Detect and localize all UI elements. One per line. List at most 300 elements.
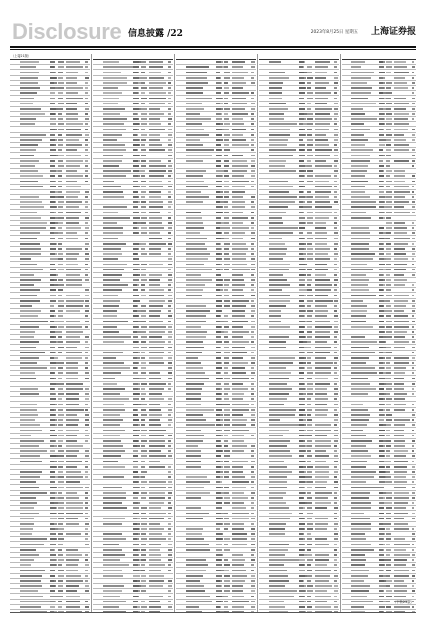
table-cell: [224, 196, 229, 198]
table-cell: [66, 440, 77, 442]
table-cell: [224, 518, 229, 520]
table-cell: [20, 393, 40, 395]
table-cell: [315, 206, 332, 208]
table-cell: [66, 347, 77, 349]
table-cell: [315, 129, 329, 131]
table-cell: [307, 149, 312, 151]
table-cell: [379, 243, 383, 245]
table-cell: [186, 108, 204, 110]
table-cell: [334, 559, 337, 561]
table-cell: [334, 66, 337, 68]
table-cell: [307, 206, 312, 208]
table-cell: [103, 181, 115, 183]
table-cell: [20, 222, 48, 224]
table-cell: [149, 409, 161, 411]
table-cell: [232, 170, 247, 172]
table-cell: [141, 155, 146, 157]
table-cell: [299, 92, 305, 94]
table-cell: [85, 357, 88, 359]
table-cell: [224, 352, 230, 354]
table-cell: [315, 289, 331, 291]
table-cell: [186, 585, 205, 587]
table-cell: [224, 248, 229, 250]
table-cell: [269, 269, 289, 271]
table-cell: [334, 212, 337, 214]
table-cell: [216, 300, 222, 302]
table-cell: [269, 72, 285, 74]
table-cell: [216, 341, 222, 343]
table-cell: [299, 222, 305, 224]
table-cell: [186, 134, 210, 136]
table-cell: [386, 66, 391, 68]
table-cell: [394, 336, 405, 338]
table-cell: [133, 341, 139, 343]
table-cell: [224, 513, 228, 515]
table-cell: [269, 347, 287, 349]
table-cell: [85, 269, 88, 271]
table-cell: [85, 222, 88, 224]
table-cell: [20, 450, 48, 452]
table-cell: [315, 232, 327, 234]
table-cell: [412, 315, 415, 317]
table-cell: [133, 155, 139, 157]
table-cell: [224, 585, 230, 587]
table-cell: [58, 123, 64, 125]
table-cell: [133, 564, 138, 566]
table-cell: [186, 191, 202, 193]
table-cell: [224, 92, 229, 94]
table-cell: [351, 554, 365, 556]
table-cell: [269, 284, 290, 286]
table-cell: [216, 149, 222, 151]
table-cell: [141, 284, 145, 286]
table-cell: [168, 149, 171, 151]
table-cell: [315, 103, 327, 105]
table-cell: [141, 393, 146, 395]
table-cell: [103, 398, 130, 400]
table-cell: [216, 175, 222, 177]
table-cell: [186, 367, 203, 369]
table-cell: [269, 492, 287, 494]
table-cell: [103, 341, 124, 343]
table-cell: [224, 227, 230, 229]
table-cell: [149, 206, 163, 208]
table-cell: [168, 284, 171, 286]
table-cell: [85, 82, 88, 84]
table-cell: [149, 191, 161, 193]
table-cell: [186, 181, 204, 183]
table-cell: [141, 372, 146, 374]
table-cell: [334, 450, 337, 452]
table-cell: [386, 274, 390, 276]
table-cell: [149, 352, 164, 354]
table-cell: [351, 507, 371, 509]
table-cell: [394, 227, 407, 229]
table-cell: [186, 315, 206, 317]
table-cell: [299, 528, 305, 530]
table-cell: [299, 66, 303, 68]
table-cell: [394, 315, 408, 317]
table-cell: [168, 321, 171, 323]
table-cell: [412, 149, 415, 151]
table-cell: [149, 450, 161, 452]
table-cell: [224, 181, 229, 183]
table-cell: [149, 129, 165, 131]
table-cell: [307, 523, 313, 525]
table-cell: [141, 264, 147, 266]
table-cell: [379, 181, 384, 183]
table-cell: [315, 554, 329, 556]
table-cell: [168, 357, 171, 359]
table-cell: [386, 149, 391, 151]
table-cell: [251, 513, 254, 515]
table-cell: [351, 393, 369, 395]
table-cell: [186, 269, 213, 271]
table-cell: [141, 538, 147, 540]
table-cell: [168, 77, 171, 79]
table-cell: [269, 118, 284, 120]
table-cell: [334, 393, 338, 395]
table-cell: [386, 440, 391, 442]
table-cell: [386, 284, 391, 286]
table-cell: [186, 103, 202, 105]
table-cell: [251, 367, 254, 369]
table-cell: [103, 217, 130, 219]
table-cell: [412, 103, 415, 105]
table-cell: [307, 518, 312, 520]
table-cell: [394, 606, 410, 608]
table-cell: [216, 398, 221, 400]
table-cell: [269, 123, 297, 125]
table-cell: [379, 201, 385, 203]
table-cell: [224, 341, 229, 343]
table-cell: [85, 435, 89, 437]
table-cell: [307, 481, 313, 483]
table-cell: [412, 186, 415, 188]
table-cell: [85, 564, 89, 566]
table-cell: [141, 497, 146, 499]
table-cell: [315, 487, 326, 489]
table-cell: [251, 186, 254, 188]
table-cell: [50, 321, 54, 323]
table-cell: [299, 419, 303, 421]
table-cell: [141, 523, 147, 525]
table-cell: [315, 310, 328, 312]
table-cell: [307, 87, 311, 89]
table-cell: [66, 471, 81, 473]
table-cell: [133, 419, 139, 421]
table-cell: [224, 258, 230, 260]
table-cell: [251, 243, 254, 245]
table-cell: [412, 513, 415, 515]
table-cell: [334, 222, 337, 224]
table-cell: [141, 419, 145, 421]
table-cell: [85, 476, 88, 478]
table-cell: [307, 123, 313, 125]
table-cell: [269, 341, 287, 343]
table-cell: [394, 321, 409, 323]
table-cell: [232, 404, 249, 406]
table-cell: [379, 274, 383, 276]
table-cell: [20, 139, 43, 141]
table-cell: [58, 103, 64, 105]
table-cell: [351, 310, 367, 312]
table-cell: [412, 305, 415, 307]
column-divider: [340, 54, 341, 612]
table-cell: [299, 357, 304, 359]
table-cell: [58, 129, 64, 131]
table-cell: [85, 175, 88, 177]
table-cell: [149, 393, 162, 395]
table-cell: [299, 533, 303, 535]
table-cell: [394, 481, 407, 483]
table-cell: [133, 497, 138, 499]
table-cell: [149, 554, 161, 556]
table-cell: [50, 481, 55, 483]
table-cell: [269, 523, 286, 525]
table-cell: [386, 191, 392, 193]
table-cell: [269, 134, 290, 136]
table-cell: [66, 362, 78, 364]
table-cell: [299, 544, 304, 546]
table-cell: [334, 326, 338, 328]
table-cell: [141, 295, 146, 297]
table-cell: [315, 590, 327, 592]
table-cell: [307, 289, 312, 291]
table-cell: [85, 326, 88, 328]
table-cell: [85, 227, 88, 229]
table-cell: [58, 466, 63, 468]
table-cell: [307, 606, 312, 608]
table-cell: [269, 155, 293, 157]
table-cell: [133, 601, 138, 603]
table-cell: [58, 497, 64, 499]
table-cell: [149, 238, 162, 240]
table-cell: [269, 585, 286, 587]
table-cell: [168, 72, 171, 74]
table-cell: [186, 559, 206, 561]
table-cell: [351, 139, 368, 141]
table-cell: [141, 424, 145, 426]
holdings-table: [93, 59, 173, 612]
table-cell: [386, 461, 391, 463]
table-cell: [379, 77, 383, 79]
table-cell: [186, 430, 202, 432]
table-cell: [50, 82, 54, 84]
table-cell: [307, 502, 312, 504]
table-cell: [269, 160, 286, 162]
table-cell: [58, 72, 63, 74]
table-cell: [379, 435, 385, 437]
table-cell: [315, 238, 327, 240]
column-4: [259, 54, 339, 612]
table-cell: [232, 108, 245, 110]
column-divider: [257, 54, 258, 612]
table-cell: [251, 414, 255, 416]
table-cell: [66, 497, 79, 499]
table-cell: [232, 518, 249, 520]
table-cell: [20, 430, 43, 432]
table-cell: [251, 269, 254, 271]
table-cell: [232, 212, 243, 214]
table-cell: [351, 414, 370, 416]
table-cell: [334, 274, 337, 276]
table-cell: [168, 212, 171, 214]
table-cell: [216, 528, 220, 530]
table-cell: [186, 82, 208, 84]
table-cell: [394, 196, 406, 198]
table-cell: [334, 232, 338, 234]
table-cell: [216, 502, 222, 504]
table-cell: [232, 295, 244, 297]
table-cell: [351, 549, 374, 551]
table-cell: [149, 321, 163, 323]
table-cell: [50, 383, 56, 385]
table-cell: [186, 321, 207, 323]
table-cell: [379, 538, 383, 540]
table-cell: [149, 378, 161, 380]
table-cell: [85, 253, 89, 255]
table-cell: [168, 238, 171, 240]
table-cell: [232, 409, 249, 411]
table-cell: [299, 217, 305, 219]
table-cell: [103, 544, 120, 546]
table-cell: [186, 466, 202, 468]
table-cell: [85, 295, 89, 297]
table-cell: [58, 559, 64, 561]
table-cell: [269, 238, 283, 240]
table-cell: [141, 206, 146, 208]
table-cell: [315, 559, 329, 561]
table-cell: [186, 409, 214, 411]
table-cell: [299, 585, 304, 587]
table-cell: [168, 264, 172, 266]
table-cell: [269, 82, 284, 84]
table-cell: [66, 393, 79, 395]
table-cell: [50, 87, 55, 89]
table-cell: [315, 217, 329, 219]
table-cell: [386, 103, 391, 105]
table-cell: [141, 269, 146, 271]
table-cell: [58, 481, 64, 483]
table-cell: [141, 103, 145, 105]
table-cell: [224, 264, 230, 266]
table-cell: [269, 383, 288, 385]
table-cell: [299, 507, 303, 509]
table-cell: [224, 300, 230, 302]
table-cell: [186, 450, 202, 452]
table-cell: [307, 315, 312, 317]
table-cell: [50, 544, 56, 546]
table-cell: [149, 118, 160, 120]
table-cell: [149, 606, 161, 608]
table-cell: [269, 201, 295, 203]
table-cell: [386, 523, 391, 525]
table-cell: [351, 596, 367, 598]
table-cell: [85, 98, 88, 100]
table-cell: [224, 134, 230, 136]
table-cell: [216, 596, 222, 598]
table-cell: [251, 601, 255, 603]
table-cell: [269, 253, 286, 255]
table-cell: [251, 388, 254, 390]
table-cell: [50, 305, 54, 307]
table-cell: [386, 378, 391, 380]
table-cell: [299, 155, 305, 157]
table-cell: [186, 414, 204, 416]
table-cell: [224, 321, 228, 323]
table-cell: [232, 435, 244, 437]
table-cell: [224, 388, 230, 390]
table-cell: [58, 523, 63, 525]
table-cell: [299, 471, 304, 473]
table-cell: [251, 357, 255, 359]
table-cell: [58, 160, 63, 162]
table-cell: [58, 336, 62, 338]
table-cell: [334, 175, 337, 177]
table-cell: [224, 284, 229, 286]
table-cell: [315, 61, 330, 63]
table-cell: [216, 315, 220, 317]
table-cell: [394, 570, 409, 572]
table-cell: [351, 98, 368, 100]
table-cell: [386, 321, 392, 323]
table-cell: [20, 492, 47, 494]
table-cell: [133, 538, 137, 540]
table-cell: [379, 212, 384, 214]
table-cell: [412, 289, 415, 291]
table-cell: [307, 580, 311, 582]
table-cell: [141, 315, 146, 317]
table-cell: [141, 450, 147, 452]
table-cell: [299, 362, 303, 364]
table-cell: [379, 326, 385, 328]
table-cell: [334, 538, 338, 540]
table-cell: [315, 149, 332, 151]
table-cell: [141, 590, 146, 592]
table-cell: [315, 440, 331, 442]
table-cell: [251, 103, 255, 105]
table-cell: [20, 523, 34, 525]
table-cell: [334, 181, 336, 183]
table-cell: [168, 248, 171, 250]
table-cell: [251, 160, 254, 162]
table-cell: [394, 440, 406, 442]
table-cell: [216, 77, 220, 79]
table-cell: [85, 471, 88, 473]
table-cell: [168, 502, 170, 504]
table-cell: [307, 295, 313, 297]
table-cell: [216, 134, 222, 136]
table-cell: [386, 118, 391, 120]
table-cell: [85, 487, 89, 489]
table-cell: [149, 570, 161, 572]
table-cell: [334, 300, 338, 302]
table-cell: [149, 300, 165, 302]
table-cell: [66, 72, 78, 74]
table-cell: [216, 253, 220, 255]
table-cell: [379, 570, 383, 572]
table-cell: [20, 497, 36, 499]
table-cell: [103, 222, 117, 224]
table-cell: [103, 72, 121, 74]
table-cell: [351, 129, 370, 131]
table-cell: [58, 170, 62, 172]
table-cell: [103, 118, 127, 120]
table-cell: [58, 201, 64, 203]
table-cell: [20, 388, 38, 390]
table-cell: [269, 248, 287, 250]
